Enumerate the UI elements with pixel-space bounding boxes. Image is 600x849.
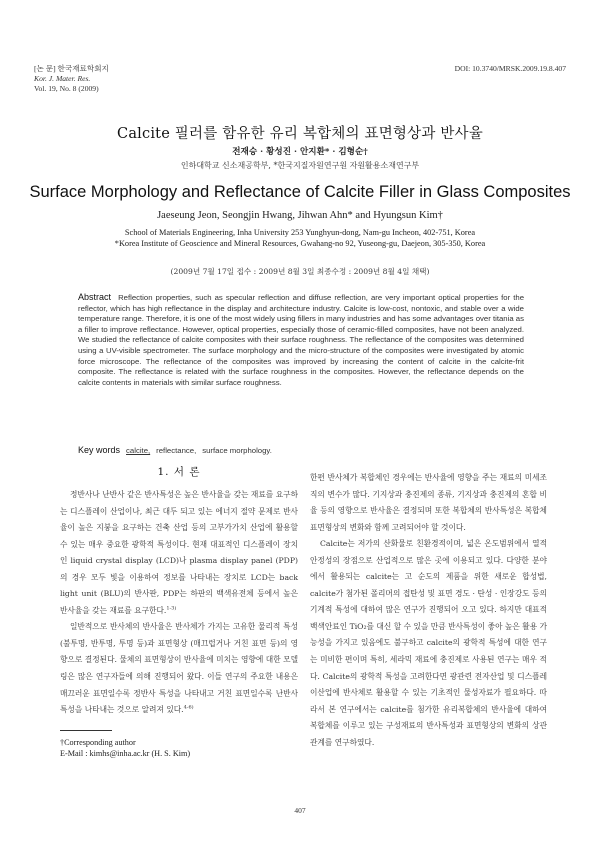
keyword-item: calcite, xyxy=(126,446,151,455)
footnote xyxy=(60,737,190,759)
page-number: 407 xyxy=(294,806,306,815)
author-email: E-Mail : kimhs@inha.ac.kr (H. S. Kim) xyxy=(60,749,191,758)
abstract-label: Abstract xyxy=(78,292,112,302)
title-english: Surface Morphology and Reflectance of Calcite Filler in Glass Composites xyxy=(29,183,571,201)
affiliation-english-1: School of Materials Engineering, Inha University 253 Yunghyun-dong, Nam-gu Incheon, 402-751, Korea xyxy=(124,228,476,237)
section-title-introduction: 1. 서 론 xyxy=(157,466,201,478)
reference-mark: 1-3) xyxy=(166,605,177,612)
right-column xyxy=(310,470,547,751)
paragraph xyxy=(60,619,298,718)
keywords-label: Key words xyxy=(78,445,121,455)
journal-name-ko: [논 문] 한국재료학회지 xyxy=(34,64,109,73)
submission-dates: (2009년 7월 17일 접수 : 2009년 8월 3일 최종수정 : 2009년 8월 4일 채택) xyxy=(170,267,430,276)
doi: DOI: 10.3740/MRSK.2009.19.8.407 xyxy=(454,64,566,73)
footnote-divider xyxy=(60,730,112,731)
journal-volume: Vol. 19, No. 8 (2009) xyxy=(34,84,99,93)
journal-header xyxy=(34,64,109,94)
journal-name-en: Kor. J. Mater. Res. xyxy=(34,74,91,83)
paragraph: 한편 반사체가 복합체인 경우에는 반사율에 영향을 주는 재료의 미세조직의 변수가 많다. 기지상과 충진제의 종류, 기지상과 충진제의 혼합 비율 등의 영향으로 반사율은 결정되며 또한 복합체의 반사특성은 복합체 표면형상의 변화와 함께 고려되어야 할 것이다. xyxy=(310,473,547,532)
abstract xyxy=(78,292,524,388)
authors-korean: 전재승 · 황성진 · 안지환* · 김형순† xyxy=(232,147,368,157)
paragraph xyxy=(60,487,298,619)
paragraph-text: 정반사나 난반사 같은 반사특성은 높은 반사율을 갖는 재료를 요구하는 디스플레이 산업이나, 최근 대두 되고 있는 에너지 절약 문제로 반사율이 높은 지붕을 요구하는 건축 산업 등의 고부가가치 산업에 활용할 수 있는 매우 중요한 광학적 특성이다. 현재 대표적인 디스플레이 장치인 liquid crystal display (LCD)나 plasma display panel (PDP)의 경우 모두 빛을 이용하여 정보를 나타내는 장치로 LCD는 back light unit (BLU)의 반사판, PDP는 하판의 백색유전체 등에서 높은 반사율을 갖는 재료를 요구한다. xyxy=(60,490,298,615)
paragraph-text: 일반적으로 반사체의 반사율은 반사체가 가지는 고유한 물리적 특성 (불투명, 반투명, 투명 등)과 표면형상 (매끄럽거나 거친 표면 등)의 영향으로 결정된다. 물체의 표면형상이 반사율에 미치는 영향에 대한 모델링은 많은 연구자들에 의해 진행되어 왔다. 이들 연구의 주요한 내용은 매끄러운 표면일수록 정반사 특성을 나타내고 거친 표면일수록 난반사 특성을 나타내는 것으로 알려져 있다. xyxy=(60,622,298,715)
paragraph: Calcite는 저가의 산화물로 친환경적이며, 넓은 온도범위에서 열적 안정성의 장점으로 산업적으로 많은 곳에 이용되고 있다. 다양한 분야에서 활용되는 calcite는 고 순도의 제품을 위한 새로운 합성법, calcite가 첨가된 폴리머의 접탄성 및 표면 경도 · 탄성 · 인장강도 등의 기계적 특성에 대하여 많은 연구가 진행되어 오고 있다. 하지만 대표적 백색안료인 TiO₂를 대신 할 수 있을 만큼 반사특성이 좋아 높은 활용 가능성을 가지고 있음에도 불구하고 calcite의 광학적 특성에 대한 연구는 미비한 편이며 특히, 세라믹 재료에 충진제로 사용된 연구는 매우 적다. Calcite의 광학적 특성을 고려한다면 광관련 전자산업 및 디스플레이산업에 반사체로 활용할 수 있는 기초적인 물성자료가 필요하다. 따라서 본 연구에서는 calcite를 첨가한 유리복합체의 반사율에 대하여 복합체를 이루고 있는 구성재료의 반사특성과 표면형상의 변화의 상관관계를 연구하였다. xyxy=(310,539,547,747)
keyword-item: reflectance, xyxy=(156,446,197,455)
keywords xyxy=(78,445,278,455)
keyword-item: surface morphology. xyxy=(202,446,272,455)
affiliation-english-2: *Korea Institute of Geoscience and Mineral Resources, Gwahang-no 92, Yuseong-gu, Daejeon, 305-350, Korea xyxy=(114,239,486,248)
authors-english: Jaeseung Jeon, Seongjin Hwang, Jihwan Ahn* and Hyungsun Kim† xyxy=(157,210,443,221)
corresponding-author: †Corresponding author xyxy=(60,738,136,747)
abstract-text: Reflection properties, such as specular reflection and diffuse reflection, are very important optical properties for the reflector, which has high reflectance in the display and architecture industry. Calcite is low-cost, nontoxic, and stable over a wide temperature range. Therefore, it is one of the most widely using fillers in many industries and has some advantages over titania as a filler to improve reflectance. However, optical properties, especially those of ceramic-filled composites, have not been analyzed. We studied the reflectance of calcite composites with their surface roughness. The reflectance of the composites was determined using a UV-visible spectrometer. The surface morphology and the micro-structure of the composites were investigated by atomic force microscope. The reflectance of the composites was improved by increasing the content of calcite in the calcite-frit composite. The reflectance is related with the surface roughness in the composites. However, the reflectance depends on the calcite contents in materials with similar surface roughness. xyxy=(78,293,525,387)
title-korean: Calcite 필러를 함유한 유리 복합체의 표면형상과 반사율 xyxy=(117,126,483,142)
affiliation-english xyxy=(0,227,600,249)
affiliation-korean: 인하대학교 신소재공학부, *한국지질자원연구원 자원활용소재연구부 xyxy=(180,161,420,170)
reference-mark: 4-6) xyxy=(183,704,194,711)
left-column xyxy=(60,487,298,719)
